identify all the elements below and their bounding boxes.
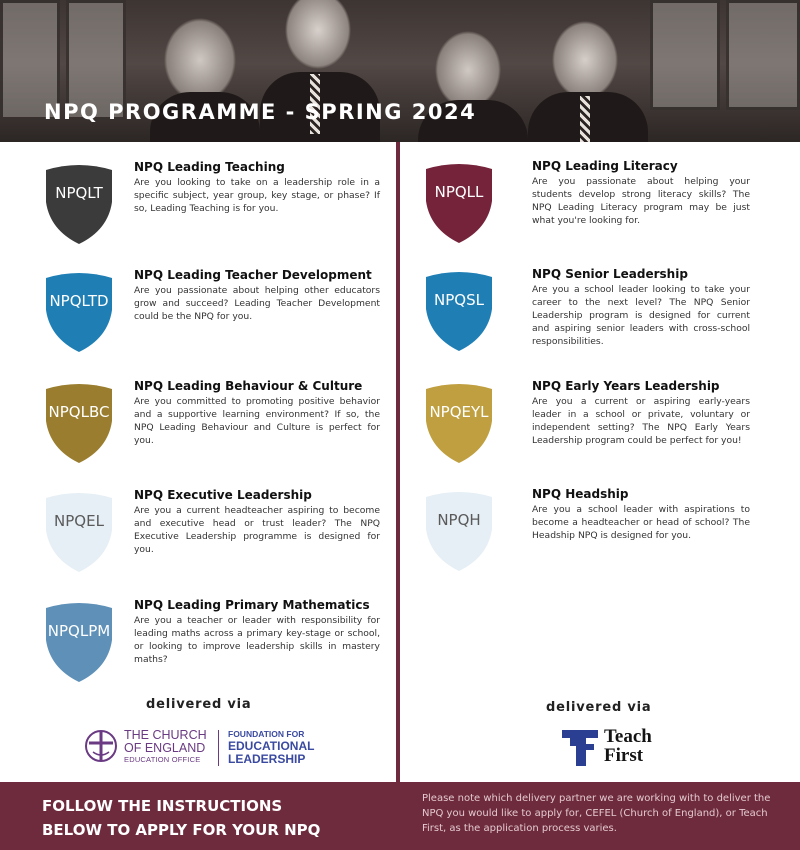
shield-icon	[422, 267, 496, 351]
programme-code: NPQEYL	[429, 403, 489, 421]
shield-icon	[422, 159, 496, 243]
delivered-via-label: delivered via	[146, 697, 252, 712]
programme-code: NPQLBC	[48, 403, 110, 421]
tf-line1: Teach	[604, 726, 652, 747]
programme-description: Are you a current headteacher aspiring to become and executive head or trust leader? The NPQ Executive Leadership programme is designed for you.	[134, 505, 380, 555]
cefel-line1: FOUNDATION FOR	[228, 729, 305, 739]
cofe-name	[124, 729, 224, 755]
programme-title: NPQ Leading Primary Mathematics	[134, 598, 370, 612]
programme-title: NPQ Leading Teaching	[134, 160, 285, 174]
shield-icon	[42, 598, 116, 682]
footer-note: Please note which delivery partner we are working with to deliver the NPQ you would like to apply for, CEFEL (Church of England), or Teach First, as the application process varies.	[422, 793, 771, 834]
cta-line2: BELOW TO APPLY FOR YOUR NPQ	[42, 821, 321, 839]
programme-code: NPQLL	[434, 183, 484, 201]
programme-description: Are you passionate about helping your students develop strong literacy skills? The NPQ Leading Literacy program may be just what you're looking for.	[532, 176, 750, 226]
programme-title: NPQ Executive Leadership	[134, 488, 312, 502]
shield-icon	[42, 488, 116, 572]
delivered-via-label: delivered via	[546, 700, 652, 715]
footer-banner	[0, 782, 800, 850]
programme-code: NPQH	[437, 511, 481, 529]
cta-line1: FOLLOW THE INSTRUCTIONS	[42, 797, 283, 815]
shield-icon	[42, 379, 116, 463]
hero-photo	[0, 0, 800, 142]
programme-description: Are you a teacher or leader with responsibility for leading maths across a primary key-stage or school, or looking to improve leadership skills in mastery maths?	[134, 615, 380, 665]
cofe-sub: EDUCATION OFFICE	[124, 755, 201, 764]
programme-code: NPQLTD	[49, 292, 109, 310]
programme-title: NPQ Headship	[532, 487, 629, 501]
programme-code: NPQSL	[434, 291, 484, 309]
programme-code: NPQLT	[55, 184, 103, 202]
logo-divider	[218, 730, 219, 766]
cefel-line3: LEADERSHIP	[228, 752, 306, 766]
programme-title: NPQ Senior Leadership	[532, 267, 688, 281]
programme-code: NPQLPM	[47, 622, 111, 640]
cofe-line1: THE CHURCH	[124, 728, 207, 742]
programme-title: NPQ Leading Behaviour & Culture	[134, 379, 363, 393]
tf-line2: First	[604, 745, 644, 766]
teach-first-t-icon	[562, 728, 598, 766]
teach-first-wordmark	[604, 727, 652, 765]
teach-first-logo[interactable]	[562, 728, 672, 768]
programme-description: Are you looking to take on a leadership role in a specific subject, year group, key stage, or phase? If so, Leading Teaching is for you.	[134, 177, 380, 214]
shield-icon	[422, 379, 496, 463]
cofe-cross-icon	[84, 728, 118, 764]
cefel-line2: EDUCATIONAL	[228, 739, 315, 753]
programme-description: Are you passionate about helping other educators grow and succeed? Leading Teacher Development could be the NPQ for you.	[134, 285, 380, 322]
programme-title: NPQ Leading Literacy	[532, 159, 678, 173]
programme-description: Are you a school leader with aspirations to become a headteacher or head of school? The Headship NPQ is designed for you.	[532, 504, 750, 541]
cefel-name	[228, 729, 338, 766]
page-title: NPQ PROGRAMME - SPRING 2024	[44, 100, 477, 124]
church-of-england-logo[interactable]	[84, 728, 334, 768]
programme-description: Are you committed to promoting positive behavior and a supportive learning environment? If so, the NPQ Leading Behaviour and Culture is perfect for you.	[134, 396, 380, 446]
programme-title: NPQ Leading Teacher Development	[134, 268, 372, 282]
programme-description: Are you a school leader looking to take your career to the next level? The NPQ Senior Leadership program is designed for current and aspiring senior leaders with cross-school responsibilities.	[532, 284, 750, 347]
programme-code: NPQEL	[54, 512, 104, 530]
cofe-line2: OF ENGLAND	[124, 741, 206, 755]
column-divider	[396, 142, 400, 782]
shield-icon	[42, 160, 116, 244]
footer-call-to-action	[42, 794, 382, 842]
programme-description: Are you a current or aspiring early-years leader in a school or private, voluntary or independent setting? The NPQ Early Years Leadership program could be perfect for you!	[532, 396, 750, 446]
shield-icon	[42, 268, 116, 352]
programme-title: NPQ Early Years Leadership	[532, 379, 720, 393]
shield-icon	[422, 487, 496, 571]
